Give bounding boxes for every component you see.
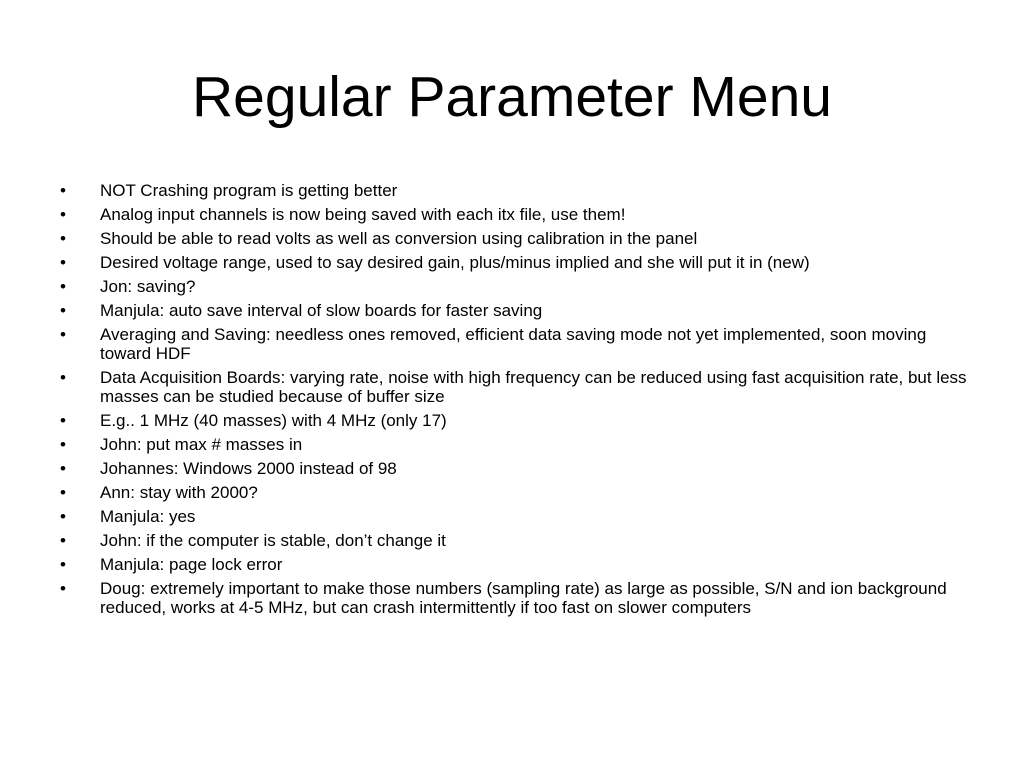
bullet-icon: • xyxy=(60,531,66,550)
bullet-icon: • xyxy=(60,435,66,454)
bullet-text: Jon: saving? xyxy=(100,277,196,296)
bullet-icon: • xyxy=(60,229,66,248)
slide-title: Regular Parameter Menu xyxy=(192,65,832,129)
bullet-text: Ann: stay with 2000? xyxy=(100,483,258,502)
bullet-item xyxy=(60,229,980,248)
bullet-item xyxy=(60,411,980,430)
bullet-text: Doug: extremely important to make those numbers (sampling rate) as large as possible, S/N and ion background reduced, works at 4-5 MHz, but can crash intermittently if too fast on slower computers xyxy=(100,579,947,617)
bullet-item xyxy=(60,277,980,296)
bullet-icon: • xyxy=(60,459,66,478)
bullet-icon: • xyxy=(60,205,66,224)
bullet-text: Johannes: Windows 2000 instead of 98 xyxy=(100,459,397,478)
bullet-item xyxy=(60,579,980,617)
bullet-icon: • xyxy=(60,277,66,296)
bullet-text: Desired voltage range, used to say desired gain, plus/minus implied and she will put it in (new) xyxy=(100,253,810,272)
bullet-text: Averaging and Saving: needless ones removed, efficient data saving mode not yet implemented, soon moving toward HDF xyxy=(100,325,927,363)
bullet-text: Data Acquisition Boards: varying rate, noise with high frequency can be reduced using fast acquisition rate, but less masses can be studied because of buffer size xyxy=(100,368,967,406)
bullet-item xyxy=(60,181,980,200)
bullet-icon: • xyxy=(60,301,66,320)
bullet-icon: • xyxy=(60,555,66,574)
bullet-icon: • xyxy=(60,507,66,526)
bullet-text: Manjula: page lock error xyxy=(100,555,283,574)
bullet-text: NOT Crashing program is getting better xyxy=(100,181,398,200)
bullet-icon: • xyxy=(60,253,66,272)
bullet-item xyxy=(60,301,980,320)
bullet-text: Should be able to read volts as well as conversion using calibration in the panel xyxy=(100,229,698,248)
bullet-icon: • xyxy=(60,483,66,502)
bullet-item xyxy=(60,253,980,272)
bullet-item xyxy=(60,325,980,363)
bullet-item xyxy=(60,531,980,550)
bullet-item xyxy=(60,435,980,454)
bullet-icon: • xyxy=(60,411,66,430)
bullet-text: John: put max # masses in xyxy=(100,435,303,454)
bullet-text: Analog input channels is now being saved with each itx file, use them! xyxy=(100,205,626,224)
bullet-icon: • xyxy=(60,368,66,387)
bullet-text: Manjula: yes xyxy=(100,507,196,526)
bullet-item xyxy=(60,483,980,502)
bullet-item xyxy=(60,507,980,526)
bullet-item xyxy=(60,368,980,406)
bullet-text: Manjula: auto save interval of slow boards for faster saving xyxy=(100,301,543,320)
bullet-item xyxy=(60,555,980,574)
bullet-icon: • xyxy=(60,325,66,344)
bullet-text: John: if the computer is stable, don’t change it xyxy=(100,531,446,550)
bullet-list xyxy=(60,181,980,622)
bullet-item xyxy=(60,459,980,478)
bullet-text: E.g.. 1 MHz (40 masses) with 4 MHz (only 17) xyxy=(100,411,447,430)
bullet-icon: • xyxy=(60,579,66,598)
bullet-item xyxy=(60,205,980,224)
bullet-icon: • xyxy=(60,181,66,200)
